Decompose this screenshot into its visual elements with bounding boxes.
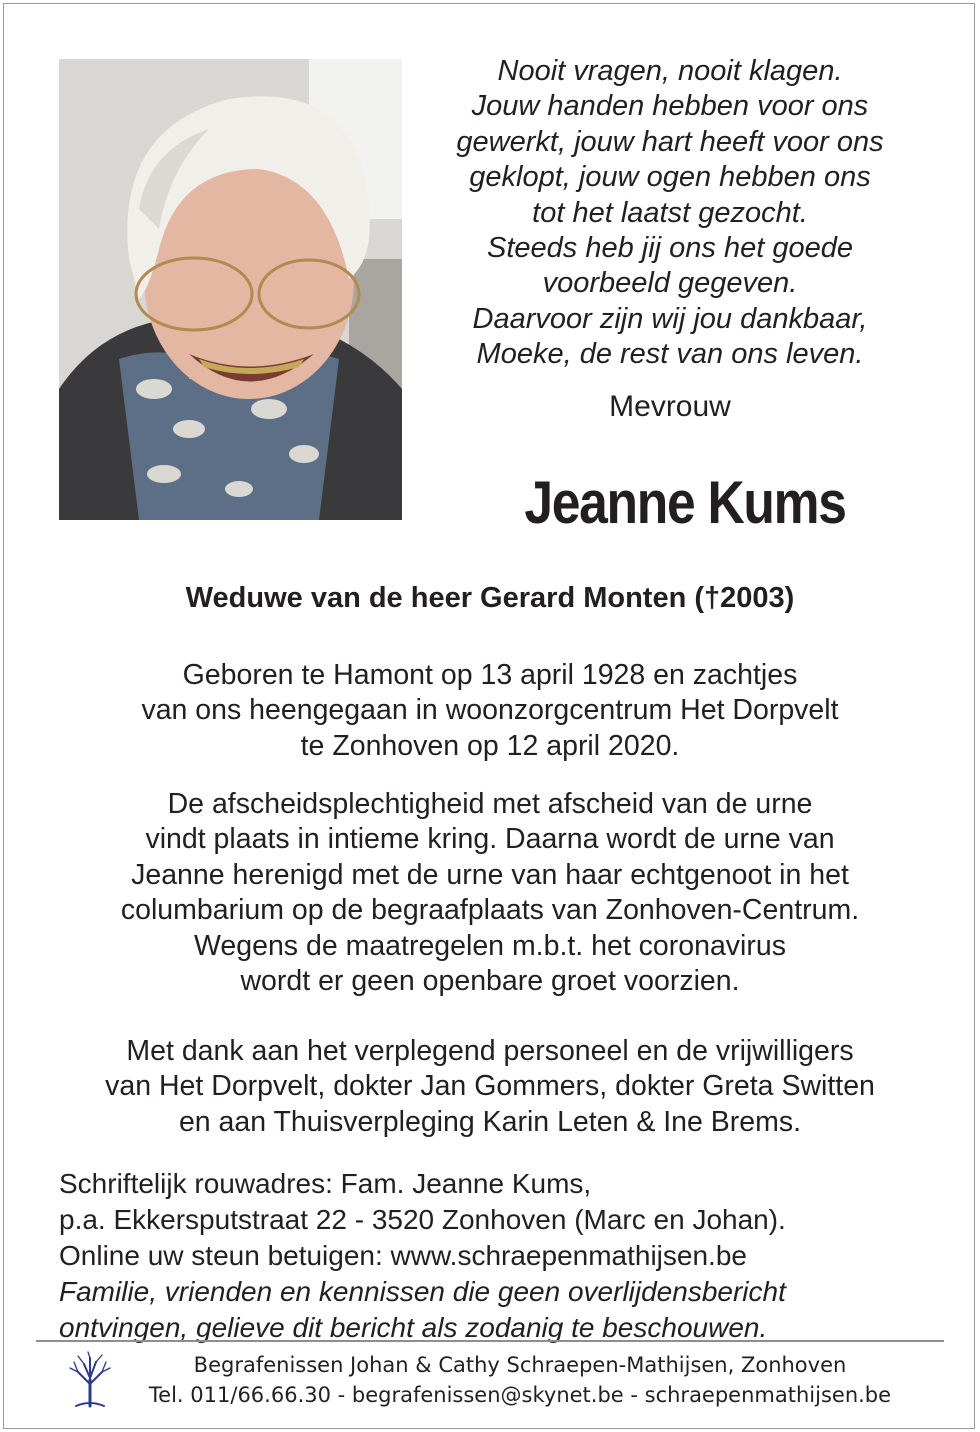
thanks-paragraph <box>0 1034 980 1140</box>
honorific: Mevrouw <box>609 390 731 423</box>
poem-line: geklopt, jouw ogen hebben ons <box>469 161 871 194</box>
widow-line: Weduwe van de heer Gerard Monten (†2003) <box>185 582 795 614</box>
tree-logo-icon <box>62 1350 118 1408</box>
funeral-home-name: Begrafenissen Johan & Cathy Schraepen-Mathijsen, Zonhoven <box>193 1353 847 1377</box>
poem-line: Jouw handen hebben voor ons <box>471 90 869 123</box>
website-line[interactable]: Online uw steun betuigen: www.schraepenmathijsen.be <box>59 1240 747 1271</box>
footer <box>120 1350 920 1410</box>
notice-line: ontvingen, gelieve dit bericht als zodanig te beschouwen. <box>59 1312 768 1343</box>
paragraph-line: Wegens de maatregelen m.b.t. het coronavirus <box>194 929 786 962</box>
address-line: p.a. Ekkersputstraat 22 - 3520 Zonhoven (Marc en Johan). <box>59 1204 786 1235</box>
footer-divider <box>36 1340 944 1342</box>
poem-line: Nooit vragen, nooit klagen. <box>497 55 843 87</box>
deceased-name: Jeanne Kums <box>524 469 846 536</box>
paragraph-line: De afscheidsplechtigheid met afscheid van de urne <box>167 788 813 820</box>
poem <box>420 54 920 373</box>
paragraph-line: Met dank aan het verplegend personeel en de vrijwilligers <box>126 1035 854 1067</box>
paragraph-line: van ons heengegaan in woonzorgcentrum Het Dorpvelt <box>141 694 839 727</box>
paragraph-line: te Zonhoven op 12 april 2020. <box>300 729 680 762</box>
notice-line: Familie, vrienden en kennissen die geen overlijdensbericht <box>59 1276 786 1307</box>
birth-death-paragraph <box>0 658 980 764</box>
paragraph-line: Geboren te Hamont op 13 april 1928 en zachtjes <box>182 659 798 691</box>
address-block <box>59 1166 786 1346</box>
paragraph-line: Jeanne herenigd met de urne van haar echtgenoot in het <box>131 858 849 891</box>
poem-line: gewerkt, jouw hart heeft voor ons <box>456 125 884 158</box>
paragraph-line: van Het Dorpvelt, dokter Jan Gommers, dokter Greta Switten <box>105 1070 875 1103</box>
poem-line: voorbeeld gegeven. <box>542 267 798 300</box>
poem-line: Daarvoor zijn wij jou dankbaar, <box>472 302 868 335</box>
paragraph-line: vindt plaats in intieme kring. Daarna wordt de urne van <box>145 823 835 856</box>
ceremony-paragraph <box>0 787 980 999</box>
paragraph-line: columbarium op de begraafplaats van Zonhoven-Centrum. <box>120 894 860 927</box>
contact-line[interactable]: Tel. 011/66.66.30 - begrafenissen@skynet.be - schraepenmathijsen.be <box>148 1383 892 1407</box>
paragraph-line: en aan Thuisverpleging Karin Leten & Ine Brems. <box>178 1105 802 1138</box>
paragraph-line: wordt er geen openbare groet voorzien. <box>240 965 740 998</box>
poem-line: Steeds heb jij ons het goede <box>487 232 853 265</box>
poem-line: Moeke, de rest van ons leven. <box>476 338 864 371</box>
portrait-photo <box>59 59 402 520</box>
address-line: Schriftelijk rouwadres: Fam. Jeanne Kums, <box>59 1168 592 1199</box>
poem-line: tot het laatst gezocht. <box>532 196 808 229</box>
